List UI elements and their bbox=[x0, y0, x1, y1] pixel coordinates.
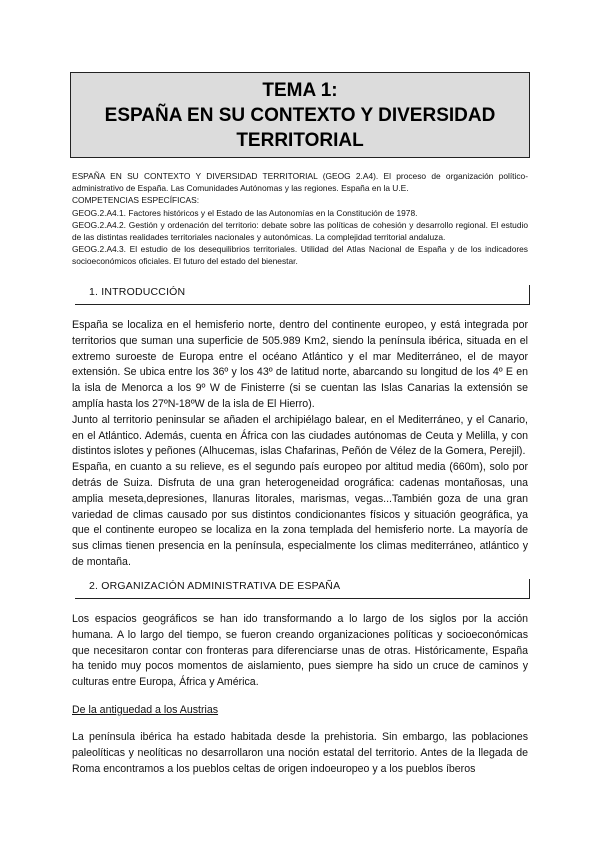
title-line-2: ESPAÑA EN SU CONTEXTO Y DIVERSIDAD bbox=[104, 105, 496, 126]
paragraph: España, en cuanto a su relieve, es el segundo país europeo por altitud media (660m), solo por detrás de Suiza. Disfruta de una gran heterogeneidad orográfica: cadenas montañosas, una amplia meseta,depresiones, llanuras litorales, marismas, vegas...También goza de una gran variedad de climas causado por sus distintos condicionantes físicos y situación geográfica, ya que el continente europeo se localiza en la zona templada del hemisferio norte. La mayoría de sus climas tienen presencia en la península, especialmente los climas mediterráneo, atlántico y de montaña. bbox=[72, 461, 528, 568]
curriculum-header bbox=[72, 170, 528, 268]
section-heading-organizacion: 2. ORGANIZACIÓN ADMINISTRATIVA DE ESPAÑA bbox=[75, 579, 530, 599]
title-line-3: TERRITORIAL bbox=[236, 130, 364, 151]
paragraph: España se localiza en el hemisferio norte, dentro del continente europeo, y está integrada por territorios que suman una superficie de 505.989 Km2, siendo la península ibérica, situada en el extremo suroeste de Europa entre el océano Atlántico y el mar Mediterráneo, el de mayor extensión. Se ubica entre los 36º y los 43º de latitud norte, abarcando su longitud de los 4º E en la isla de Menorca a los 9º W de Finisterre (si se cuentan las Islas Canarias la extensión se amplía hasta los 27ºN-18ºW de la isla de El Hierro). bbox=[72, 319, 528, 410]
section-organizacion-body bbox=[72, 612, 528, 691]
document-title-box bbox=[70, 72, 530, 158]
header-geog-a43: GEOG.2.A4.3. El estudio de los desequilibrios territoriales. Utilidad del Atlas Nacional de España y de los indicadores socioeconómicos oficiales. El futuro del estado del bienestar. bbox=[72, 244, 528, 267]
section-heading-introduccion: 1. INTRODUCCIÓN bbox=[75, 285, 530, 305]
section-introduccion-body bbox=[72, 318, 528, 571]
paragraph: La península ibérica ha estado habitada desde la prehistoria. Sin embargo, las poblaciones paleolíticas y neolíticas no desarrollaron una noción estatal del territorio. Antes de la llegada de Roma encontramos a los pueblos celtas de origen indoeuropeo y a los pueblos íberos bbox=[72, 731, 528, 775]
header-geog-a41: GEOG.2.A4.1. Factores históricos y el Estado de las Autonomías en la Constitución de 1978. bbox=[72, 207, 418, 218]
paragraph: Los espacios geográficos se han ido transformando a lo largo de los siglos por la acción humana. A lo largo del tiempo, se fueron creando organizaciones políticas y socioeconómicas que necesitaron contar con fronteras para diferenciarse unas de otras. Históricamente, España ha tenido muy pocos momentos de aislamiento, pues siempre ha sido un cruce de caminos y culturas entre Europa, África y América. bbox=[72, 613, 528, 689]
subheading-antiguedad-austrias: De la antiguedad a los Austrias bbox=[72, 704, 219, 716]
paragraph: Junto al territorio peninsular se añaden el archipiélago balear, en el Mediterráneo, y el Canario, en el Atlántico. Además, cuenta en África con las ciudades autónomas de Ceuta y Melilla, y con distintos islotes y peñones (Alhucemas, islas Chafarinas, Peñón de Vélez de la Gomera, Perejil). bbox=[72, 413, 528, 458]
header-geog-a42: GEOG.2.A4.2. Gestión y ordenación del territorio: debate sobre las políticas de cohesión y desarrollo regional. El estudio de las distintas realidades territoriales nacionales y autonómicas. La complejidad territorial andaluza. bbox=[72, 219, 528, 243]
header-intro: ESPAÑA EN SU CONTEXTO Y DIVERSIDAD TERRITORIAL (GEOG 2.A4). El proceso de organización político-administrativo de España. Las Comunidades Autónomas y las regiones. España en la U.E. bbox=[72, 171, 528, 194]
header-competencias: COMPETENCIAS ESPECÍFICAS: bbox=[72, 195, 200, 206]
title-line-1: TEMA 1: bbox=[262, 80, 338, 101]
section-antiguedad-body bbox=[72, 730, 528, 777]
